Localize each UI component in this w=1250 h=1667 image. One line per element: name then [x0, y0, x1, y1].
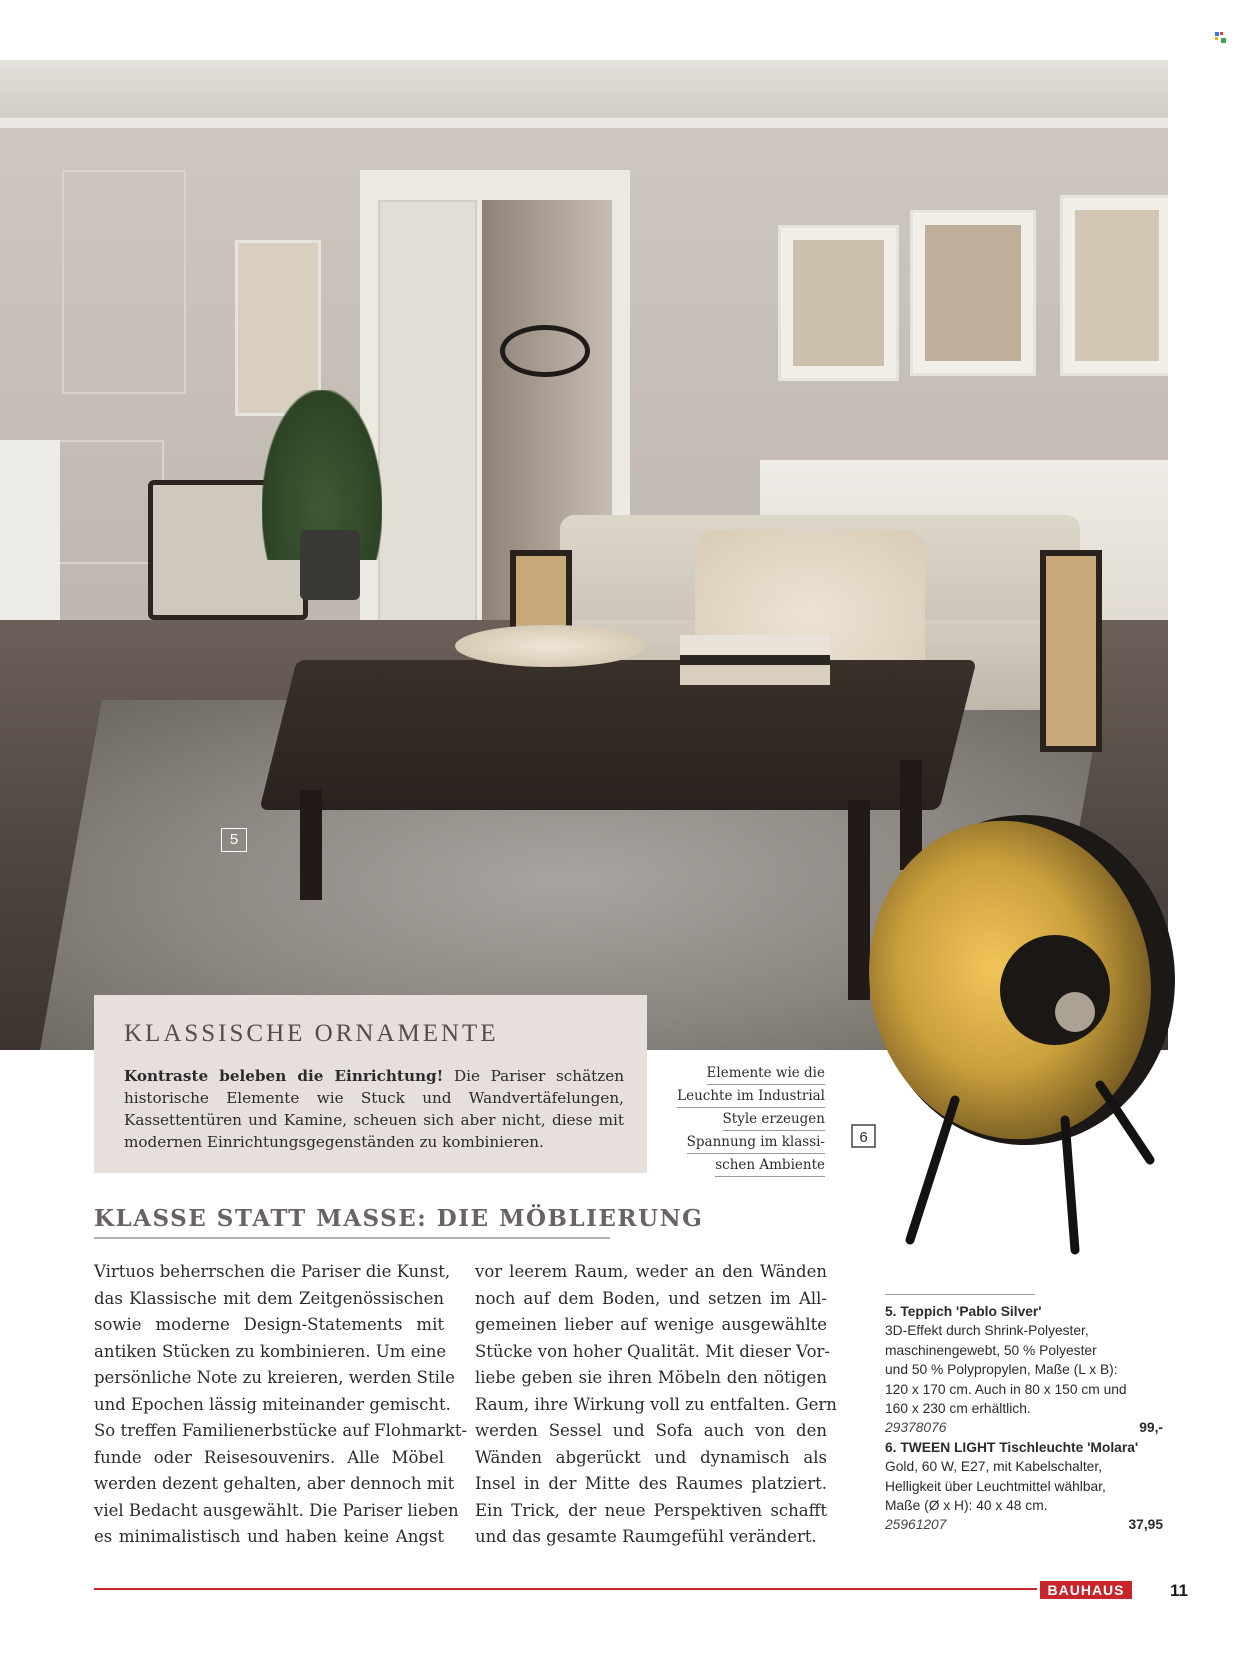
- product-desc-line: 160 x 230 cm erhältlich.: [885, 1401, 1031, 1417]
- body-line: noch auf dem Boden, und setzen im All-: [475, 1288, 827, 1308]
- caption-line: Leuchte im Industrial: [677, 1085, 825, 1108]
- lamp-shade: [850, 800, 1180, 1166]
- photo-ring-lamp: [500, 325, 590, 377]
- page-number: 11: [1170, 1581, 1188, 1600]
- body-column-2: [475, 1259, 837, 1551]
- body-line: antiken Stücken zu kombinieren. Um eine: [94, 1341, 447, 1361]
- product-desc-line: und 50 % Polypropylen, Maße (L x B):: [885, 1362, 1118, 1378]
- wall-art-print: [778, 225, 899, 381]
- brand-logo: BAUHAUS: [1040, 1581, 1132, 1599]
- product-rule: [885, 1294, 1035, 1295]
- body-column-1: [94, 1259, 468, 1551]
- caption-line: Elemente wie die: [707, 1062, 825, 1085]
- wall-art-print: [910, 210, 1036, 376]
- product-list: [885, 1302, 1163, 1535]
- wall-art-print: [1060, 195, 1168, 376]
- wall-panel-molding: [62, 170, 186, 394]
- photo-table-leg: [300, 790, 322, 900]
- body-line: und Epochen lässig miteinander gemischt.: [94, 1394, 451, 1414]
- info-box-title: KLASSISCHE ORNAMENTE: [124, 1020, 499, 1047]
- body-line: persönliche Note zu kreieren, werden Stile: [94, 1368, 455, 1387]
- product-desc-line: 3D-Effekt durch Shrink-Polyester,: [885, 1323, 1089, 1339]
- product-desc-line: Gold, 60 W, E27, mit Kabelschalter,: [885, 1459, 1103, 1475]
- body-line: vor leerem Raum, weder an den Wänden: [475, 1262, 827, 1281]
- body-line: Virtuos beherrschen die Pariser die Kunst,: [94, 1262, 451, 1281]
- body-line: gemeinen lieber auf wenige ausgewählte: [475, 1315, 827, 1334]
- info-box-body: [124, 1065, 624, 1153]
- section-heading: KLASSE STATT MASSE: DIE MÖBLIERUNG: [94, 1205, 704, 1232]
- body-line: und das gesamte Raumgefühl verändert.: [475, 1527, 817, 1546]
- product-marker-6: 6: [859, 1129, 868, 1146]
- caption-line: schen Ambiente: [715, 1154, 825, 1177]
- product-sku: 25961207: [885, 1517, 947, 1533]
- body-line: So treffen Familienerbstücke auf Flohmarkt-: [94, 1421, 468, 1440]
- body-line: das Klassische mit dem Zeitgenössischen: [94, 1288, 444, 1308]
- body-line: viel Bedacht ausgewählt. Die Pariser lieben: [94, 1500, 459, 1520]
- product-title: 6. TWEEN LIGHT Tischleuchte 'Molara': [885, 1439, 1139, 1455]
- body-line: funde oder Reisesouvenirs. Alle Möbel: [94, 1447, 444, 1467]
- body-line: Raum, ihre Wirkung voll zu entfalten. Gern: [475, 1394, 837, 1414]
- body-line: Ein Trick, der neue Perspektiven schafft: [475, 1500, 827, 1520]
- photo-plant-pot: [300, 530, 360, 600]
- photo-sofa-arm: [1040, 550, 1102, 752]
- body-line: es minimalistisch und haben keine Angst: [94, 1527, 444, 1546]
- photo-coffee-table: [259, 660, 976, 810]
- product-item: [885, 1438, 1163, 1535]
- body-line: sowie moderne Design-Statements mit: [94, 1315, 444, 1334]
- product-item: [885, 1302, 1163, 1438]
- info-box-lead: Kontraste beleben die Einrichtung!: [124, 1067, 444, 1085]
- caption-line: Style erzeugen: [723, 1108, 825, 1131]
- qr-mark-icon: [1215, 32, 1227, 44]
- product-title: 5. Teppich 'Pablo Silver': [885, 1304, 1042, 1319]
- product-desc-line: Helligkeit über Leuchtmittel wählbar,: [885, 1478, 1106, 1494]
- product-desc-line: maschinengewebt, 50 % Polyester: [885, 1342, 1097, 1358]
- photo-books: [680, 635, 830, 685]
- floor-lamp-image: [850, 800, 1180, 1260]
- product-desc-line: Maße (Ø x H): 40 x 48 cm.: [885, 1498, 1048, 1514]
- body-line: werden dezent gehalten, aber dennoch mit: [94, 1474, 455, 1493]
- body-line: Wänden abgerückt und dynamisch als: [475, 1447, 827, 1467]
- caption-line: Spannung im klassi-: [687, 1131, 825, 1154]
- body-line: Insel in der Mitte des Raumes platziert.: [475, 1474, 827, 1493]
- product-marker-5: 5: [221, 828, 247, 852]
- product-price: 99,-: [1139, 1420, 1163, 1436]
- section-rule: [94, 1237, 610, 1239]
- body-line: werden Sessel und Sofa auch von den: [475, 1421, 827, 1440]
- product-sku: 29378076: [885, 1420, 947, 1436]
- product-desc-line: 120 x 170 cm. Auch in 80 x 150 cm und: [885, 1381, 1127, 1397]
- photo-ceiling: [0, 60, 1168, 120]
- photo-tray: [455, 625, 645, 667]
- photo-crown-molding: [0, 118, 1168, 128]
- footer-rule: [94, 1588, 1037, 1590]
- photo-door: [378, 200, 477, 624]
- info-box-text: Die Pariser schätzen historische Elemente wie Stuck und Wandvertäfelungen, Kassettentüren und Kamine, scheuen sich aber nicht, diese mit modernen Einrichtungsgegenständen zu kombinieren.: [124, 1067, 624, 1151]
- product-price: 37,95: [1128, 1517, 1163, 1533]
- image-caption: [655, 1062, 825, 1177]
- body-line: liebe geben sie ihren Möbeln den nötigen: [475, 1368, 827, 1387]
- body-line: Stücke von hoher Qualität. Mit dieser Vor-: [475, 1341, 830, 1361]
